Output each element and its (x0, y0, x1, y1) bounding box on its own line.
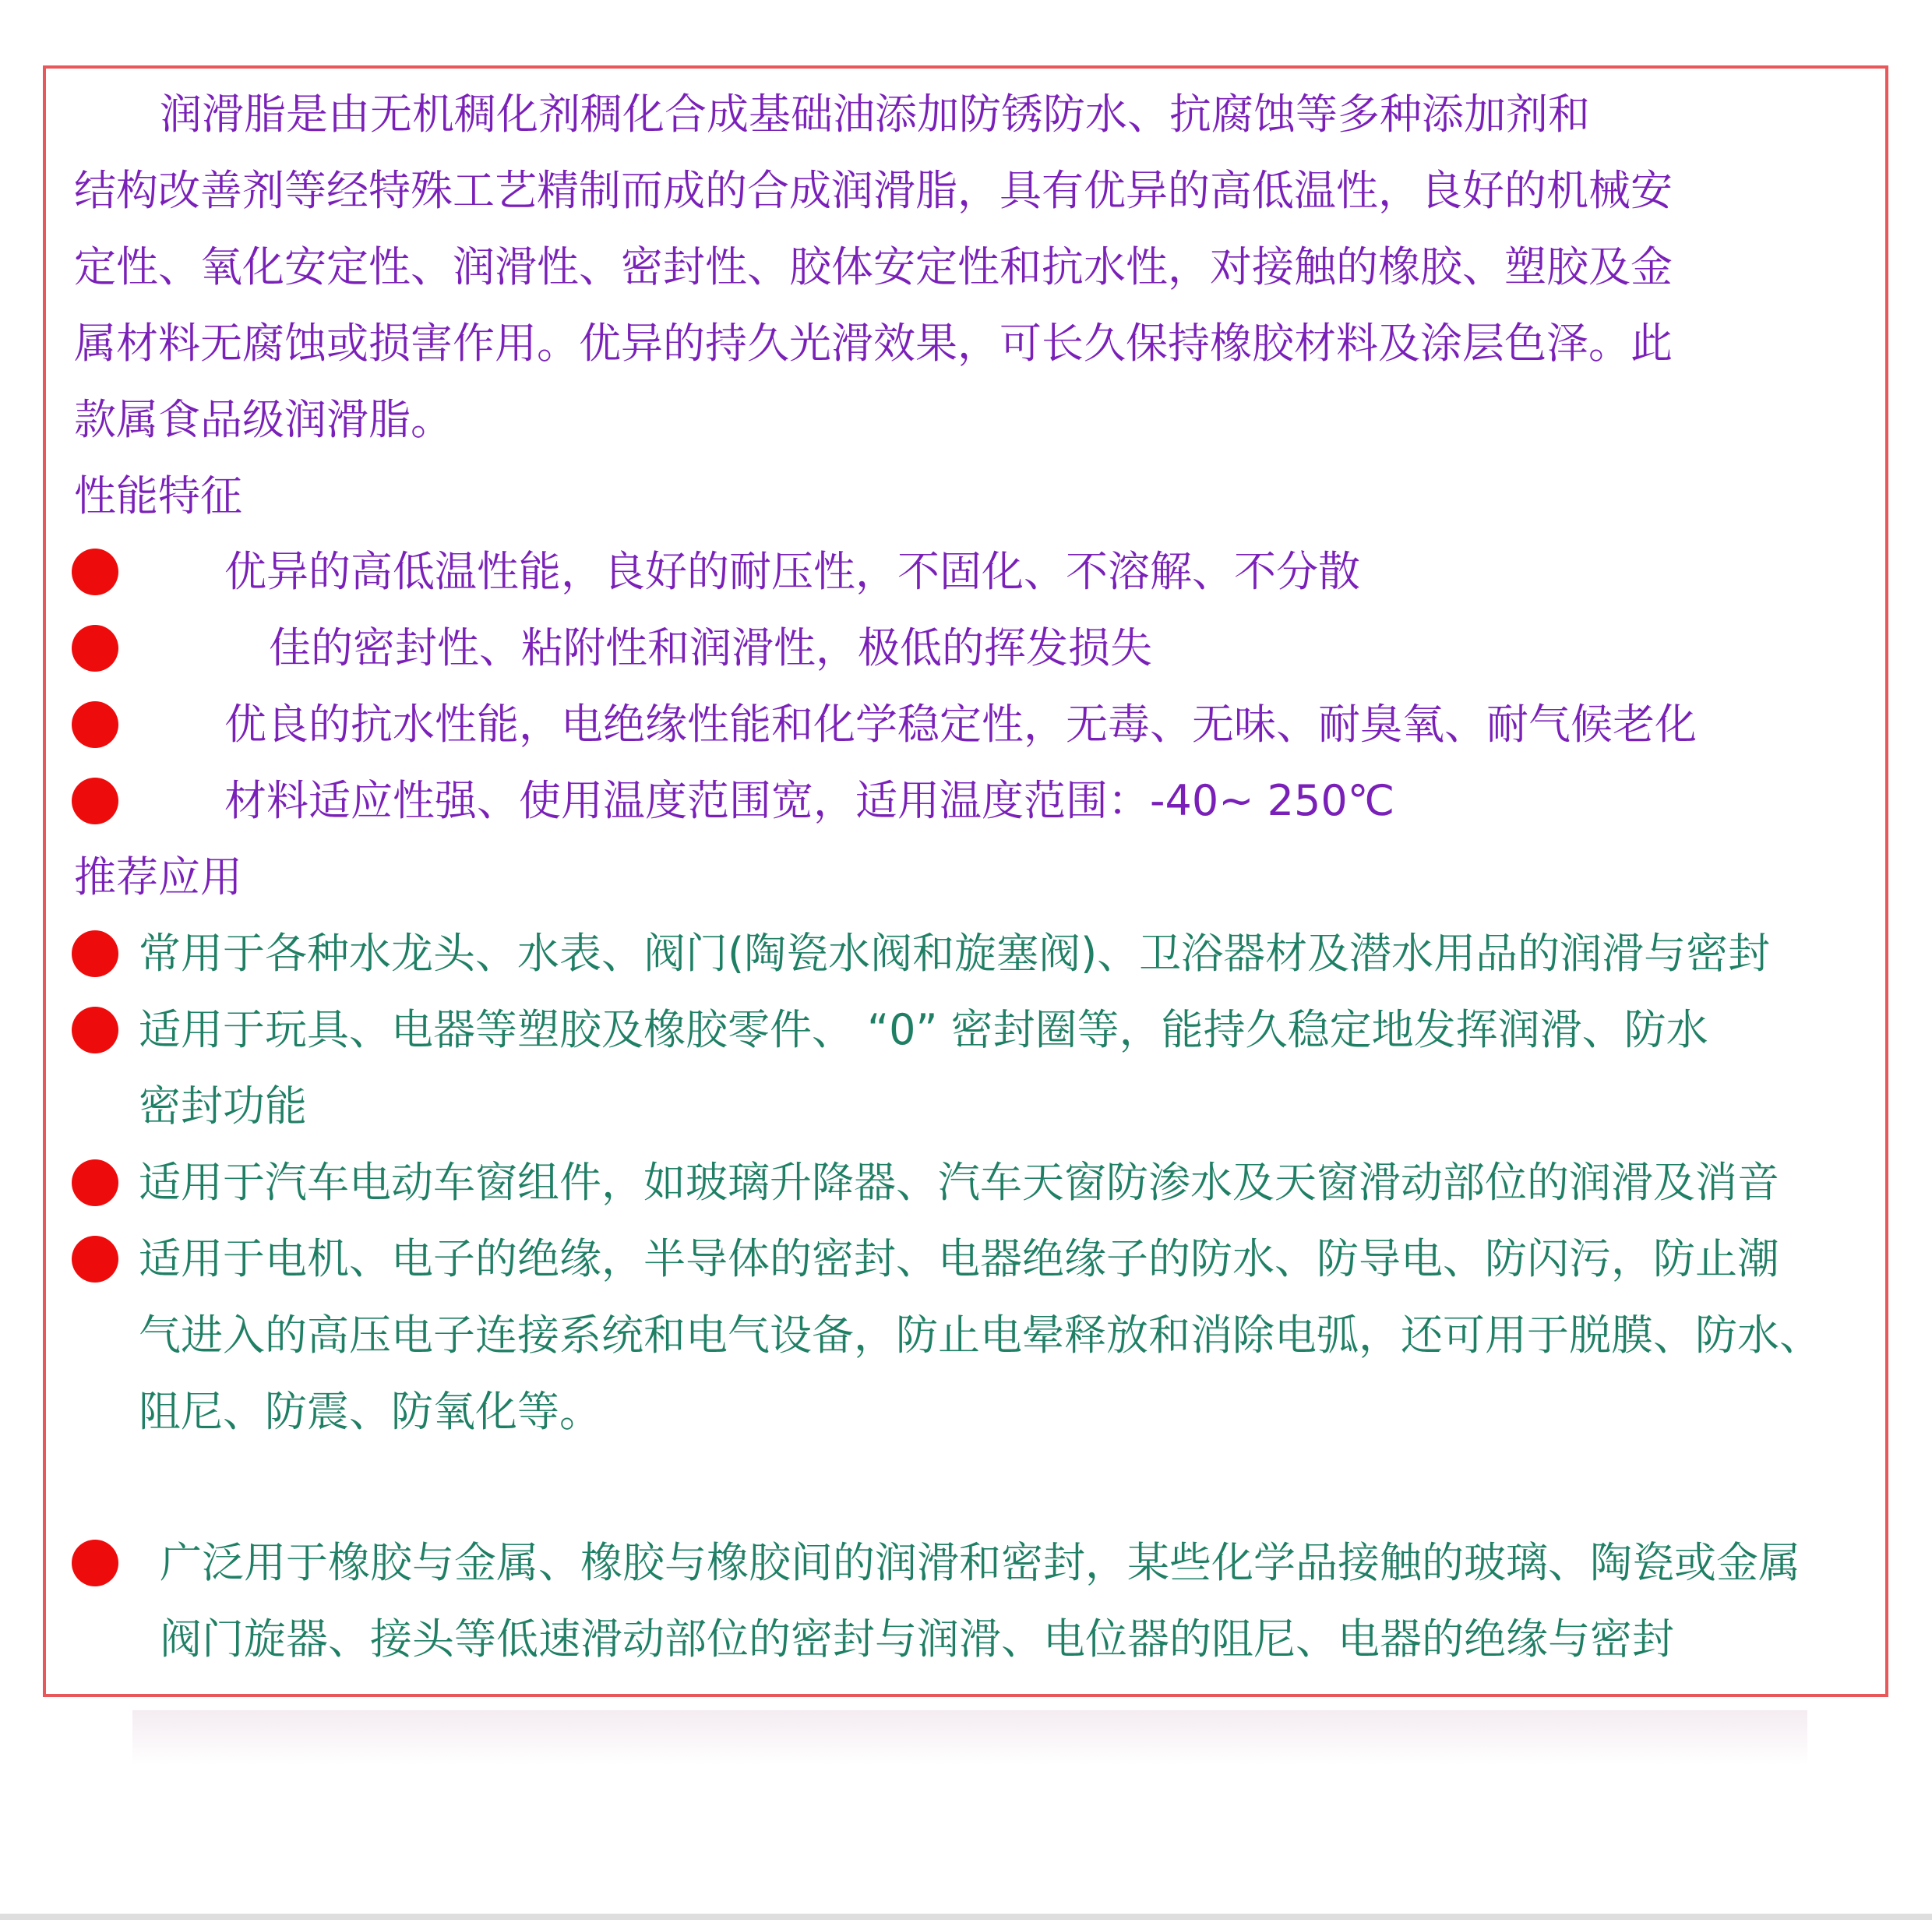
bullet-dot-icon (72, 549, 118, 595)
bullet-dot-icon (72, 778, 118, 824)
application-item: 广泛用于橡胶与金属、橡胶与橡胶间的润滑和密封，某些化学品接触的玻璃、陶瓷或金属 (160, 1538, 1800, 1587)
application-item: 适用于汽车电动车窗组件，如玻璃升降器、汽车天窗防渗水及天窗滑动部位的润滑及消音 (139, 1158, 1779, 1207)
application-item-continued: 气进入的高压电子连接系统和电气设备，防止电晕释放和消除电弧，还可用于脱膜、防水、 (139, 1311, 1821, 1360)
feature-item: 优良的抗水性能，电绝缘性能和化学稳定性，无毒、无味、耐臭氧、耐气候老化 (224, 700, 1697, 749)
bottom-strip (0, 1914, 1932, 1920)
feature-item: 优异的高低温性能，良好的耐压性，不固化、不溶解、不分散 (224, 547, 1360, 596)
bullet-dot-icon (72, 1540, 118, 1586)
faint-shadow (132, 1710, 1807, 1765)
bullet-dot-icon (72, 930, 118, 977)
intro-line: 属材料无腐蚀或损害作用。优异的持久光滑效果，可长久保持橡胶材料及涂层色泽。此 (74, 319, 1673, 368)
application-item: 常用于各种水龙头、水表、阀门(陶瓷水阀和旋塞阀)、卫浴器材及潜水用品的润滑与密封 (139, 929, 1771, 978)
bullet-dot-icon (72, 1007, 118, 1053)
application-item-continued: 阻尼、防震、防氧化等。 (139, 1387, 601, 1436)
intro-line: 款属食品级润滑脂。 (74, 395, 453, 444)
intro-line: 结构改善剂等经特殊工艺精制而成的合成润滑脂，具有优异的高低温性，良好的机械安 (74, 166, 1673, 215)
application-item: 适用于电机、电子的绝缘，半导体的密封、电器绝缘子的防水、防导电、防闪污，防止潮 (139, 1234, 1779, 1283)
feature-item: 佳的密封性、粘附性和润滑性，极低的挥发损失 (269, 623, 1152, 672)
bullet-dot-icon (72, 625, 118, 672)
applications-heading: 推荐应用 (74, 852, 242, 902)
intro-line: 润滑脂是由无机稠化剂稠化合成基础油添加防锈防水、抗腐蚀等多种添加剂和 (160, 90, 1590, 139)
bullet-dot-icon (72, 701, 118, 748)
application-item-continued: 阀门旋器、接头等低速滑动部位的密封与润滑、电位器的阻尼、电器的绝缘与密封 (160, 1614, 1674, 1664)
feature-item: 材料适应性强、使用温度范围宽，适用温度范围：-40~ 250℃ (224, 776, 1395, 825)
application-item-continued: 密封功能 (139, 1081, 307, 1131)
content-panel (43, 65, 1888, 1697)
application-item: 适用于玩具、电器等塑胶及橡胶零件、 “0” 密封圈等，能持久稳定地发挥润滑、防水 (139, 1005, 1708, 1054)
bullet-dot-icon (72, 1159, 118, 1206)
features-heading: 性能特征 (74, 471, 242, 520)
bullet-dot-icon (72, 1236, 118, 1283)
intro-line: 定性、氧化安定性、润滑性、密封性、胶体安定性和抗水性，对接触的橡胶、塑胶及金 (74, 242, 1673, 291)
